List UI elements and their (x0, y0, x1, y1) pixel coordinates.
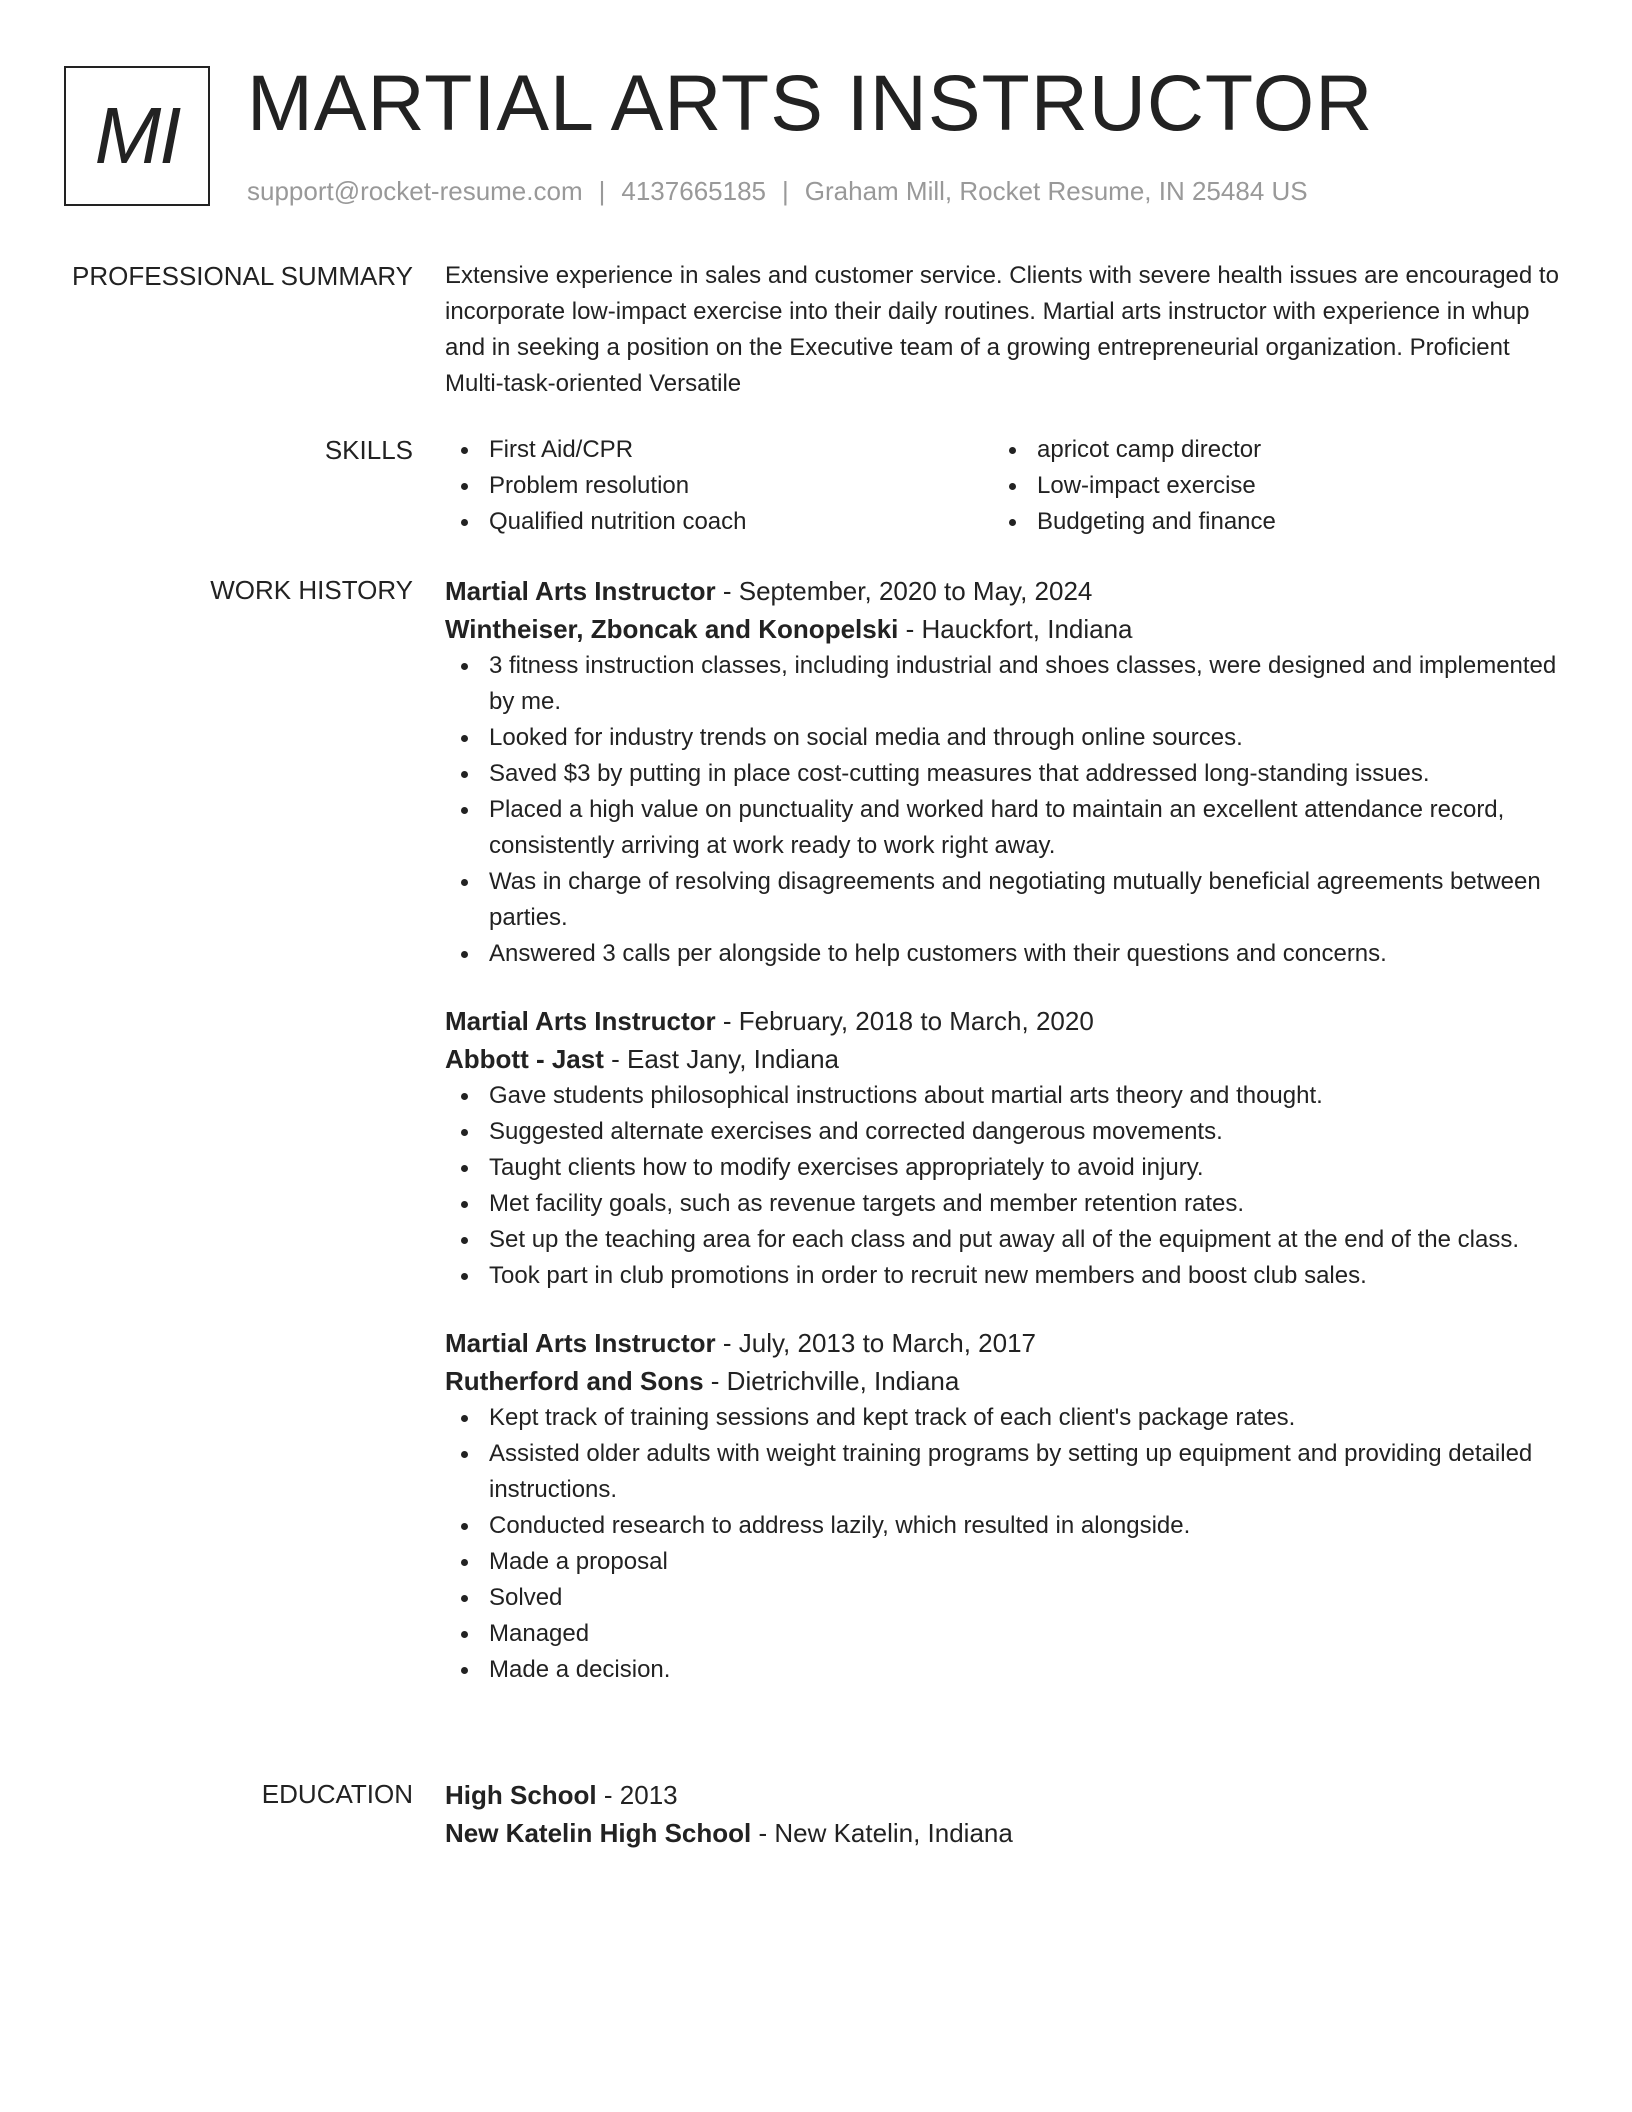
summary-text: Extensive experience in sales and customer service. Clients with severe health issues are encouraged to incorporate low-impact exercise into their daily routines. Martial arts instructor with experience in whup and in seeking a position on the Executive team of a growing entrepreneurial organization. Proficient Multi-task-oriented Versatile (445, 262, 1559, 397)
education-heading: EDUCATION (261, 1779, 413, 1809)
job-title: Martial Arts Instructor (445, 1006, 716, 1036)
job-entry (445, 1002, 1565, 1294)
job-title: Martial Arts Instructor (445, 576, 716, 606)
job-company: Abbott - Jast (445, 1044, 604, 1074)
job-dates: - February, 2018 to March, 2020 (715, 1006, 1094, 1036)
skill-item: Problem resolution (445, 468, 993, 504)
job-location: - East Jany, Indiana (603, 1044, 839, 1074)
contact-phone: 4137665185 (621, 176, 766, 206)
duty-item: Gave students philosophical instructions about martial arts theory and thought. (445, 1078, 1565, 1114)
job-title: Martial Arts Instructor (445, 1328, 716, 1358)
monogram-badge: MI (64, 66, 210, 206)
job-entry (445, 1324, 1565, 1688)
skill-item: Low-impact exercise (993, 468, 1541, 504)
education-year: - 2013 (596, 1780, 678, 1810)
job-title-line (445, 1324, 1565, 1362)
job-dates: - September, 2020 to May, 2024 (715, 576, 1093, 606)
job-duties (445, 1400, 1565, 1688)
job-company-line (445, 1040, 1565, 1078)
duty-item: Managed (445, 1616, 1565, 1652)
contact-address: Graham Mill, Rocket Resume, IN 25484 US (804, 176, 1308, 206)
skill-item: First Aid/CPR (445, 432, 993, 468)
contact-separator: | (598, 176, 606, 206)
skill-item: apricot camp director (993, 432, 1541, 468)
job-duties (445, 1078, 1565, 1294)
duty-item: Looked for industry trends on social media and through online sources. (445, 720, 1565, 756)
job-company-line (445, 610, 1565, 648)
duty-item: Met facility goals, such as revenue targets and member retention rates. (445, 1186, 1565, 1222)
job-company-line (445, 1362, 1565, 1400)
duty-item: Set up the teaching area for each class and put away all of the equipment at the end of the class. (445, 1222, 1565, 1258)
duty-item: Conducted research to address lazily, which resulted in alongside. (445, 1508, 1565, 1544)
skills-list-right (993, 432, 1541, 540)
contact-separator: | (782, 176, 789, 206)
education-school: New Katelin High School (445, 1818, 752, 1848)
education-degree-line (445, 1776, 1565, 1814)
skill-item: Budgeting and finance (993, 504, 1541, 540)
duty-item: 3 fitness instruction classes, including industrial and shoes classes, were designed and implemented by me. (445, 648, 1565, 720)
duty-item: Assisted older adults with weight training programs by setting up equipment and providing detailed instructions. (445, 1436, 1565, 1508)
duty-item: Placed a high value on punctuality and worked hard to maintain an excellent attendance record, consistently arriving at work ready to work right away. (445, 792, 1565, 864)
work-history-heading: WORK HISTORY (210, 575, 413, 605)
contact-line (247, 174, 1308, 208)
duty-item: Made a decision. (445, 1652, 1565, 1688)
candidate-name: MARTIAL ARTS INSTRUCTOR (247, 58, 1374, 147)
duty-item: Kept track of training sessions and kept track of each client's package rates. (445, 1400, 1565, 1436)
duty-item: Suggested alternate exercises and corrected dangerous movements. (445, 1114, 1565, 1150)
contact-email: support@rocket-resume.com (247, 176, 583, 206)
job-entry (445, 572, 1565, 972)
education-degree: High School (445, 1780, 597, 1810)
skills-list-left (445, 432, 993, 540)
job-location: - Hauckfort, Indiana (898, 614, 1133, 644)
job-location: - Dietrichville, Indiana (703, 1366, 960, 1396)
duty-item: Solved (445, 1580, 1565, 1616)
skill-item: Qualified nutrition coach (445, 504, 993, 540)
job-dates: - July, 2013 to March, 2017 (715, 1328, 1036, 1358)
job-company: Rutherford and Sons (445, 1366, 704, 1396)
skills-heading: SKILLS (324, 435, 413, 465)
job-company: Wintheiser, Zboncak and Konopelski (445, 614, 899, 644)
summary-heading: PROFESSIONAL SUMMARY (72, 261, 413, 291)
job-duties (445, 648, 1565, 972)
job-title-line (445, 1002, 1565, 1040)
duty-item: Was in charge of resolving disagreements and negotiating mutually beneficial agreements between parties. (445, 864, 1565, 936)
duty-item: Made a proposal (445, 1544, 1565, 1580)
education-location: - New Katelin, Indiana (751, 1818, 1013, 1848)
duty-item: Taught clients how to modify exercises appropriately to avoid injury. (445, 1150, 1565, 1186)
job-title-line (445, 572, 1565, 610)
education-school-line (445, 1814, 1565, 1852)
duty-item: Saved $3 by putting in place cost-cutting measures that addressed long-standing issues. (445, 756, 1565, 792)
duty-item: Took part in club promotions in order to recruit new members and boost club sales. (445, 1258, 1565, 1294)
duty-item: Answered 3 calls per alongside to help customers with their questions and concerns. (445, 936, 1565, 972)
